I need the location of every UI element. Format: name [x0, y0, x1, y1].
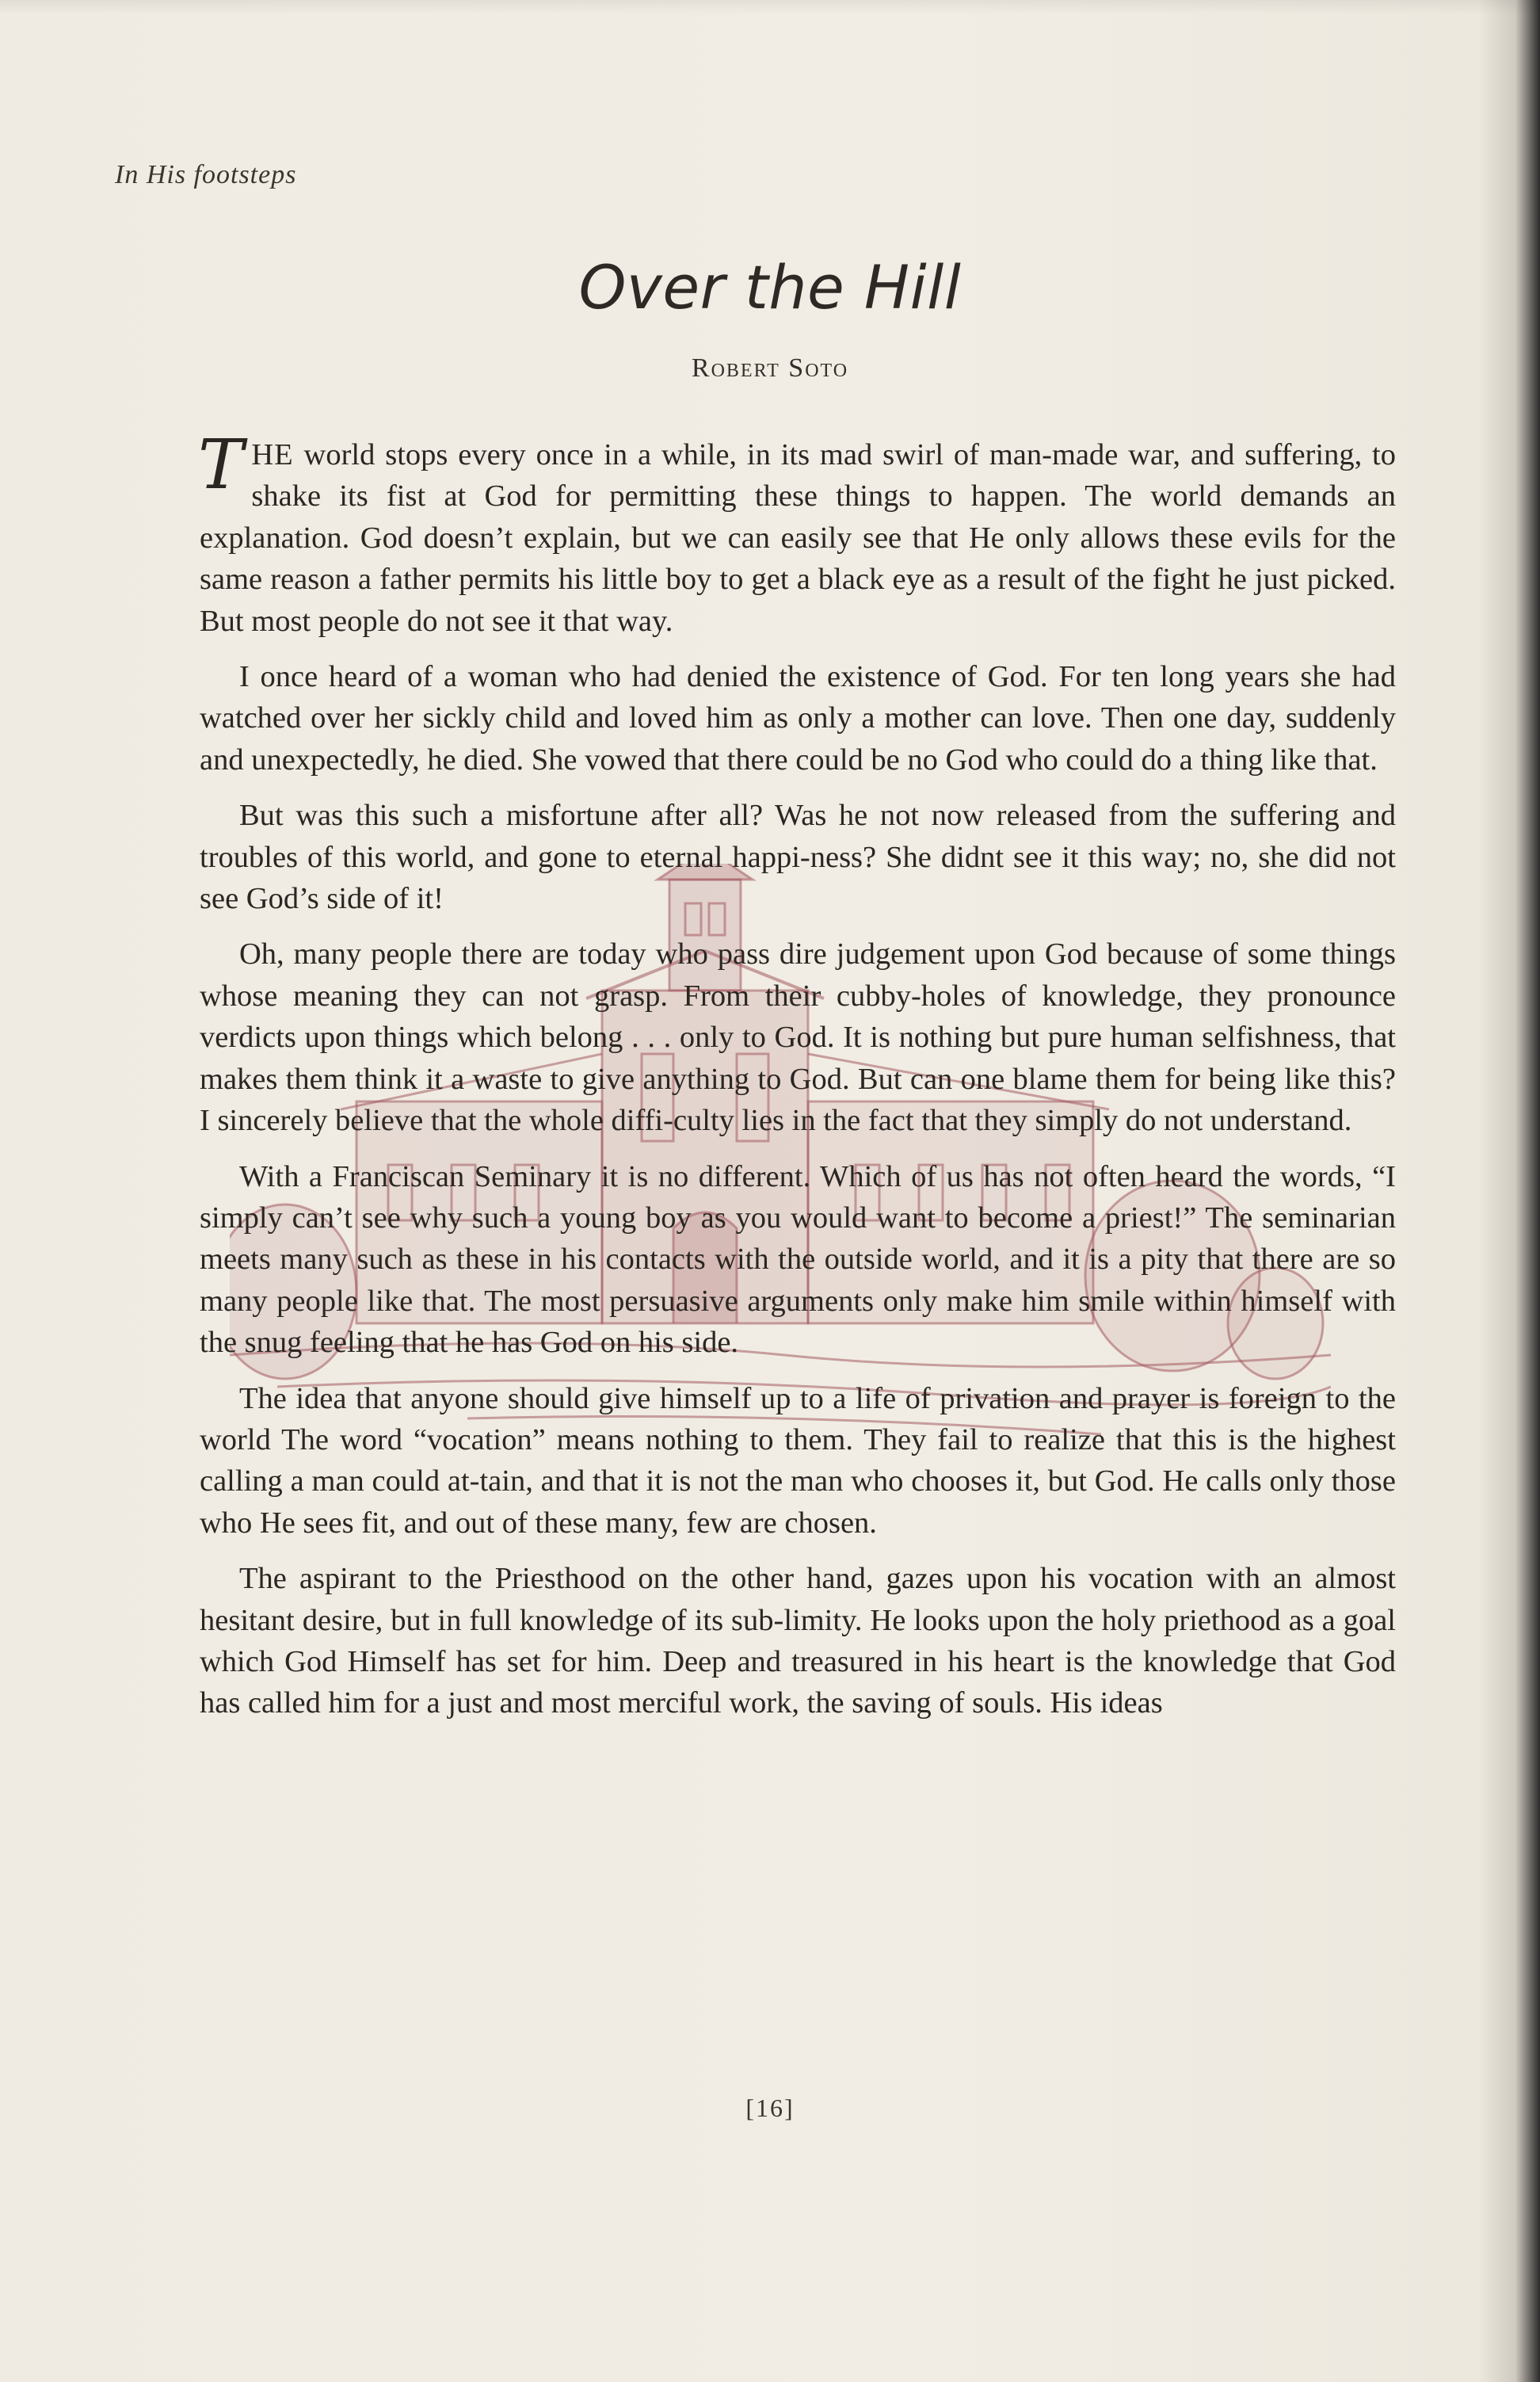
paragraph-text: world stops every once in a while, in its mad swirl of man-made war, and suffering, to shake its fist at God for permitting these things to happen. The world demands an explanation. God doesn’t explain, but we can easily see that He only allows these evils for the same reason a father permits his little boy to get a black eye as a result of the fight he just picked. But most people do not see it that way.	[200, 438, 1396, 638]
article-author: Robert Soto	[691, 353, 849, 383]
page-number: [16]	[745, 2094, 795, 2122]
paragraph	[198, 426, 1396, 642]
paragraph: But was this such a misfortune after all? Was he not now released from the suffering and troubles of this world, and gone to eternal happi-ness? She didnt see it this way; no, she did not see God’s side of it!	[200, 799, 1396, 916]
opening-caps: HE	[251, 438, 294, 471]
drop-cap: T	[198, 426, 244, 505]
paragraph: Oh, many people there are today who pass dire judgement upon God because of some things whose meaning they can not grasp. From their cubby-holes of knowledge, they pronounce verdicts upon things which belong . . . only to God. It is nothing but pure human selfishness, that makes them think it a waste to give anything to God. But can one blame them for being like this? I sincerely believe that the whole diffi-culty lies in the fact that they simply do not understand.	[200, 937, 1396, 1138]
article-body	[198, 426, 1396, 1739]
page-shadow	[0, 0, 1540, 14]
paragraph: The idea that anyone should give himself up to a life of privation and prayer is foreign to the world The word “vocation” means nothing to them. They fail to realize that this is the highest calling a man could at-tain, and that it is not the man who chooses it, but God. He calls only those who He sees fit, and out of these many, few are chosen.	[200, 1381, 1396, 1540]
paragraph: With a Franciscan Seminary it is no different. Which of us has not often heard the words, “I simply can’t see why such a young boy as you would want to become a priest!” The seminarian meets many such as these in his contacts with the outside world, and it is a pity that there are so many people like that. The most persuasive arguments only make him smile within himself with the snug feeling that he has God on his side.	[200, 1159, 1396, 1360]
paragraph: The aspirant to the Priesthood on the other hand, gazes upon his vocation with an almost hesitant desire, but in full knowledge of its sub-limity. He looks upon the holy priethood as a goal which God Himself has set for him. Deep and treasured in his heart is the knowledge that God has called him for a just and most merciful work, the saving of souls. His ideas	[200, 1562, 1396, 1720]
article-title: Over the Hill	[578, 252, 962, 323]
paragraph: I once heard of a woman who had denied the existence of God. For ten long years she had watched over her sickly child and loved him as only a mother can love. Then one day, suddenly and unexpectedly, he died. She vowed that there could be no God who could do a thing like that.	[200, 660, 1396, 777]
running-head: In His footsteps	[115, 160, 297, 189]
